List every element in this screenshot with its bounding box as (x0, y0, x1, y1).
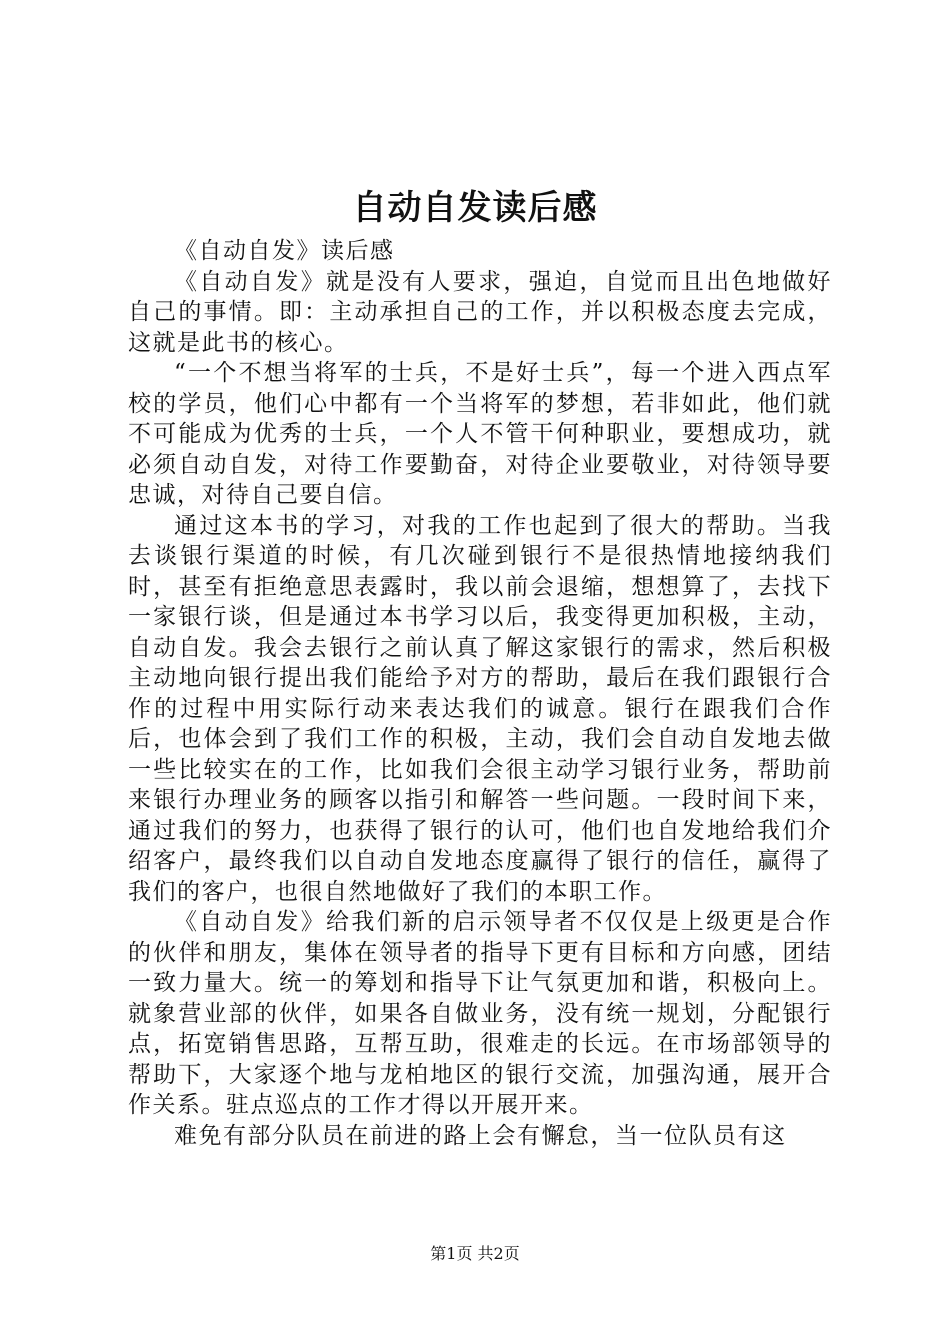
paragraph-leadership: 《自动自发》给我们新的启示领导者不仅仅是上级更是合作的伙伴和朋友，集体在领导者的指导下更有目标和方向感，团结一致力量大。统一的筹划和指导下让气氛更加和谐，积极向上。就象营业部的伙伴，如果各自做业务，没有统一规划，分配银行点，拓宽销售思路，互帮互助，很难走的长远。在市场部领导的帮助下，大家逐个地与龙柏地区的银行交流，加强沟通，展开合作关系。驻点巡点的工作才得以开展开来。 (128, 909, 832, 1118)
paragraph-soldier: “一个不想当将军的士兵，不是好士兵”，每一个进入西点军校的学员，他们心中都有一个当将军的梦想，若非如此，他们就不可能成为优秀的士兵，一个人不管干何种职业，要想成功，就必须自动自发，对待工作要勤奋，对待企业要敬业，对待领导要忠诚，对待自己要自信。 (128, 360, 832, 508)
paragraph-definition: 《自动自发》就是没有人要求，强迫，自觉而且出色地做好自己的事情。即：主动承担自己的工作，并以积极态度去完成，这就是此书的核心。 (128, 268, 832, 356)
paragraph-subtitle: 《自动自发》读后感 (174, 238, 395, 264)
paragraph-work-experience: 通过这本书的学习，对我的工作也起到了很大的帮助。当我去谈银行渠道的时候，有几次碰到银行不是很热情地接纳我们时，甚至有拒绝意思表露时，我以前会退缩，想想算了，去找下一家银行谈，但是通过本书学习以后，我变得更加积极，主动，自动自发。我会去银行之前认真了解这家银行的需求，然后积极主动地向银行提出我们能给予对方的帮助，最后在我们跟银行合作的过程中用实际行动来表达我们的诚意。银行在跟我们合作后，也体会到了我们工作的积极，主动，我们会自动自发地去做一些比较实在的工作，比如我们会很主动学习银行业务，帮助前来银行办理业务的顾客以指引和解答一些问题。一段时间下来，通过我们的努力，也获得了银行的认可，他们也自发地给我们介绍客户，最终我们以自动自发地态度赢得了银行的信任，赢得了我们的客户，也很自然地做好了我们的本职工作。 (128, 512, 832, 905)
document-body (128, 236, 832, 1151)
paragraph-team-members: 难免有部分队员在前进的路上会有懈怠，当一位队员有这 (174, 1122, 787, 1149)
document-title: 自动自发读后感 (352, 188, 598, 228)
page-number: 第1页 共2页 (430, 1244, 520, 1263)
